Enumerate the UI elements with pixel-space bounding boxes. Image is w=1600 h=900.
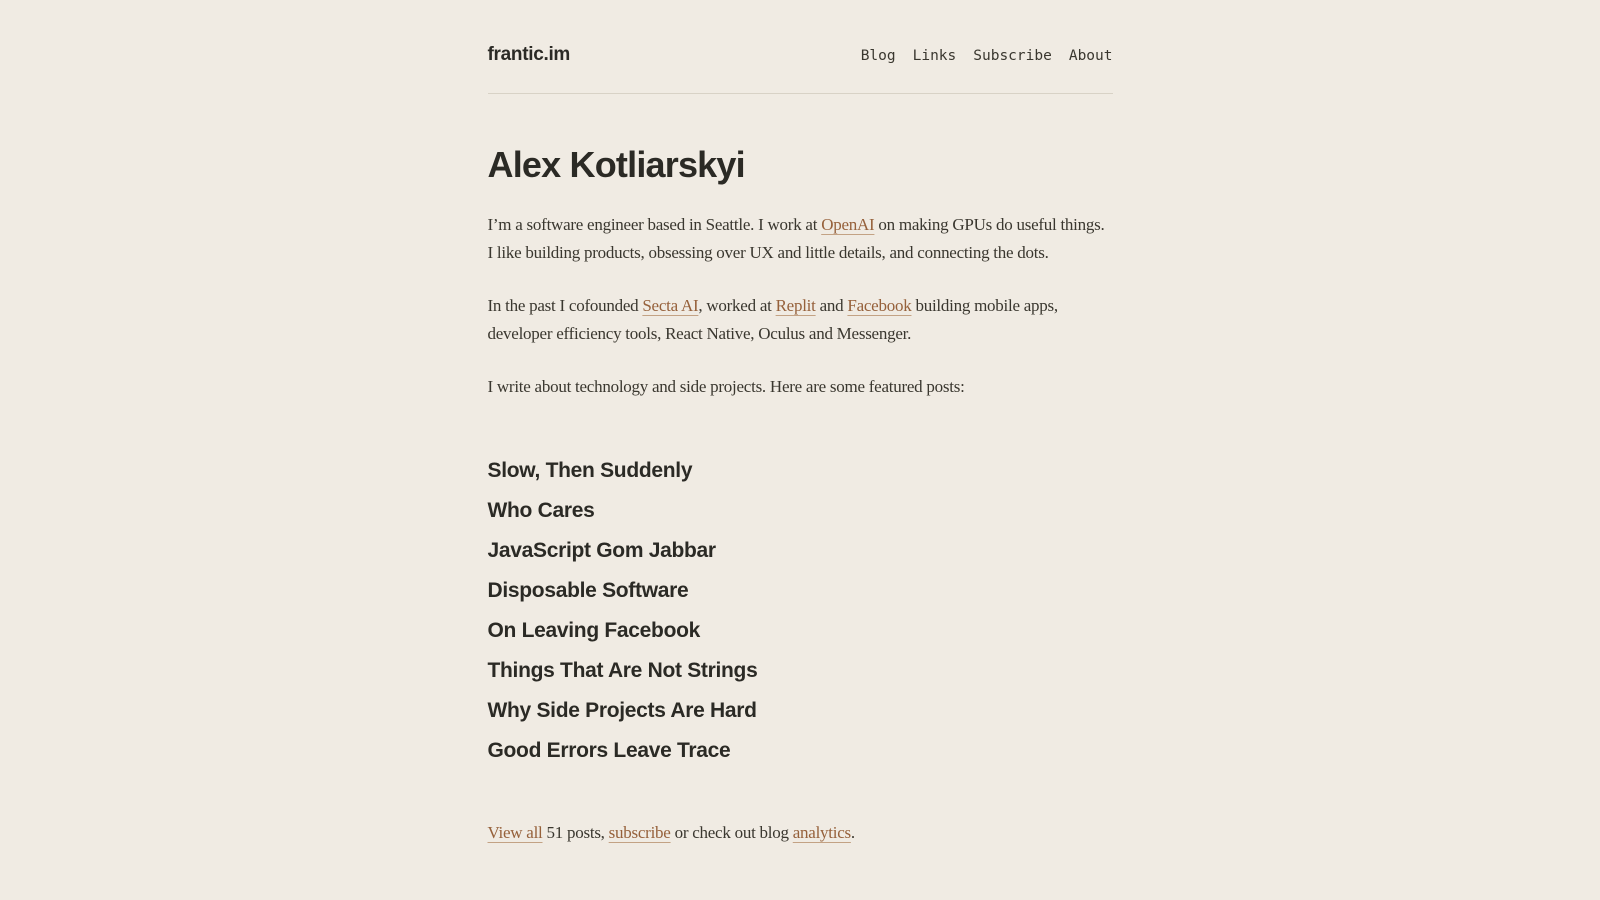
featured-post-link[interactable]: Slow, Then Suddenly	[487, 459, 693, 482]
featured-post	[488, 491, 1113, 531]
featured-post	[488, 651, 1113, 691]
footer-text-mid2: or check out blog	[670, 823, 793, 842]
featured-post	[488, 731, 1113, 771]
featured-post-link[interactable]: On Leaving Facebook	[487, 619, 701, 642]
nav-item-blog[interactable]: Blog	[860, 48, 896, 64]
bio2-text-pre: In the past I cofounded	[487, 296, 643, 315]
site-logo[interactable]: frantic.im	[487, 44, 571, 65]
footer-text-mid1: 51 posts,	[542, 823, 609, 842]
page-container	[488, 0, 1113, 847]
bio-paragraph-2	[488, 292, 1113, 348]
bio-paragraph-3: I write about technology and side projects. Here are some featured posts:	[487, 377, 965, 396]
view-all-link[interactable]: View all	[487, 823, 543, 842]
bio2-text-mid1: , worked at	[698, 296, 776, 315]
main-nav	[861, 48, 1113, 64]
bio1-text-pre: I’m a software engineer based in Seattle. I work at	[487, 215, 822, 234]
facebook-link[interactable]: Facebook	[847, 296, 912, 315]
featured-post-link[interactable]: Things That Are Not Strings	[487, 659, 758, 682]
replit-link[interactable]: Replit	[775, 296, 816, 315]
bio2-text-mid2: and	[815, 296, 848, 315]
featured-post	[488, 531, 1113, 571]
featured-post	[488, 611, 1113, 651]
featured-post	[488, 571, 1113, 611]
openai-link[interactable]: OpenAI	[821, 215, 875, 234]
footer-line	[488, 819, 1113, 847]
main-content	[488, 144, 1113, 847]
nav-item-about[interactable]: About	[1068, 48, 1113, 64]
featured-post-link[interactable]: Disposable Software	[487, 579, 689, 602]
featured-post	[488, 451, 1113, 491]
footer-text-end: .	[850, 823, 855, 842]
page-title: Alex Kotliarskyi	[487, 144, 745, 185]
analytics-link[interactable]: analytics	[792, 823, 851, 842]
bio1-text-post: on making GPUs do useful things. I like building products, obsessing over UX and little details, and connecting the dots.	[487, 215, 1105, 262]
featured-post-link[interactable]: Who Cares	[487, 499, 595, 522]
subscribe-link[interactable]: subscribe	[608, 823, 671, 842]
header-divider	[488, 93, 1113, 94]
bio2-text-post: building mobile apps, developer efficiency tools, React Native, Oculus and Messenger.	[487, 296, 1058, 343]
featured-post-link[interactable]: Good Errors Leave Trace	[487, 739, 731, 762]
bio-paragraph-1	[488, 211, 1113, 267]
secta-ai-link[interactable]: Secta AI	[642, 296, 699, 315]
featured-post-link[interactable]: JavaScript Gom Jabbar	[487, 539, 716, 562]
nav-item-links[interactable]: Links	[912, 48, 957, 64]
site-header	[488, 44, 1113, 66]
featured-post-link[interactable]: Why Side Projects Are Hard	[487, 699, 757, 722]
nav-item-subscribe[interactable]: Subscribe	[973, 48, 1052, 64]
featured-post	[488, 691, 1113, 731]
featured-posts-list	[488, 451, 1113, 771]
